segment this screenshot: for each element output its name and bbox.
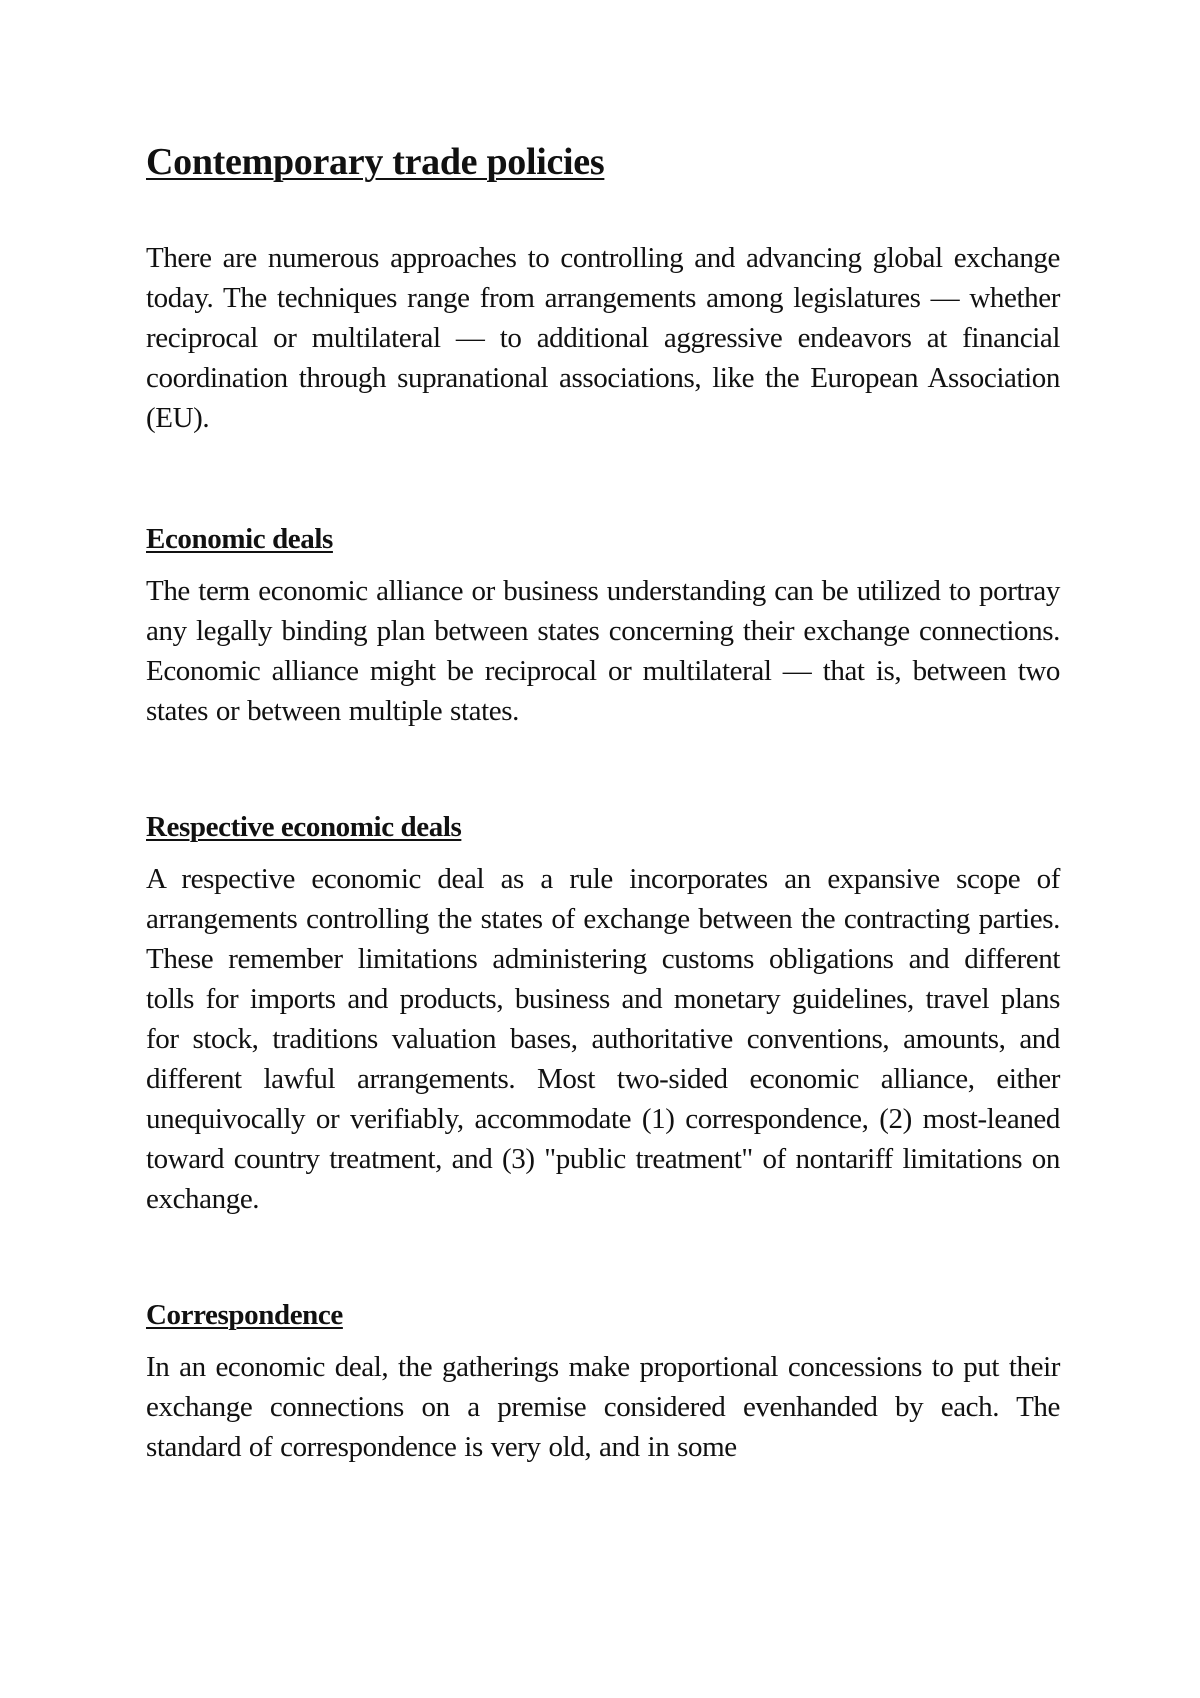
intro-paragraph: There are numerous approaches to controlling and advancing global exchange today. The techniques range from arrangements among legislatures — whether reciprocal or multilateral — to additional aggressive endeavors at financial coordination through supranational associations, like the European Association (EU). (146, 241, 1060, 434)
section-body-respective-economic-deals: A respective economic deal as a rule incorporates an expansive scope of arrangements controlling the states of exchange between the contracting parties. These remember limitations administering customs obligations and different tolls for imports and products, business and monetary guidelines, travel plans for stock, traditions valuation bases, authoritative conventions, amounts, and different lawful arrangements. Most two-sided economic alliance, either unequivocally or verifiably, accommodate (1) correspondence, (2) most-leaned toward country treatment, and (3) "public treatment" of nontariff limitations on exchange. (146, 862, 1060, 1215)
section-body-economic-deals: The term economic alliance or business understanding can be utilized to portray any legally binding plan between states concerning their exchange connections. Economic alliance might be reciprocal or multilateral — that is, between two states or between multiple states. (146, 574, 1060, 727)
document-title: Contemporary trade policies (146, 141, 605, 183)
section-heading-respective-economic-deals: Respective economic deals (146, 810, 462, 843)
section-heading-economic-deals: Economic deals (146, 522, 333, 555)
document-page (146, 140, 1060, 1467)
section-heading-correspondence: Correspondence (146, 1298, 343, 1331)
section-body-correspondence: In an economic deal, the gatherings make proportional concessions to put their exchange connections on a premise considered evenhanded by each. The standard of correspondence is very old, and in some (146, 1350, 1060, 1463)
